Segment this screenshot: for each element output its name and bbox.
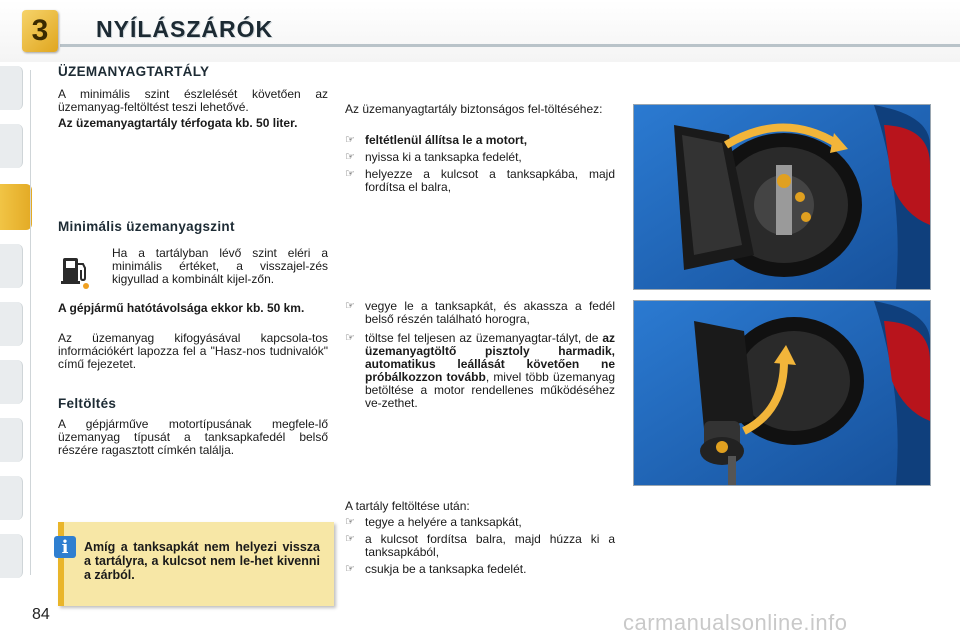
list-item: ☞ helyezze a kulcsot a tanksapkába, majd fordítsa el balra, — [345, 167, 615, 194]
chapter-tab-9[interactable] — [0, 534, 23, 578]
section-title-fuel-tank: ÜZEMANYAGTARTÁLY — [58, 64, 210, 79]
pointing-hand-icon: ☞ — [345, 533, 355, 545]
chapter-tab-8[interactable] — [0, 476, 23, 520]
refuel-paragraph: A gépjárműve motortípusának megfele-lő üzemanyag típusát a tanksapkafedél belső részére ragasztott címkén találja. — [58, 417, 328, 457]
fuel-cap-hook-photo — [633, 300, 931, 486]
left-rule — [30, 70, 31, 575]
chapter-badge: 3 — [22, 10, 58, 52]
refuel-intro: Az üzemanyagtartály biztonságos fel-töltéséhez: — [345, 102, 603, 116]
fuel-tank-paragraph: A minimális szint észlelését követően az üzemanyag-feltöltést teszi lehetővé. — [58, 87, 328, 114]
pointing-hand-icon: ☞ — [345, 516, 355, 528]
list-item: ☞ csukja be a tanksapka fedelét. — [345, 562, 527, 576]
info-icon: i — [54, 536, 76, 558]
list-item: ☞ a kulcsot fordítsa balra, majd húzza ki a tanksapkából, — [345, 532, 615, 559]
fuel-flap-photo-key — [633, 104, 931, 290]
fuel-pump-icon — [60, 252, 90, 290]
watermark: carmanualsonline.info — [623, 610, 848, 635]
list-item: ☞ feltétlenül állítsa le a motort, — [345, 133, 528, 147]
list-item: ☞ töltse fel teljesen az üzemanyagtar-tályt, de az üzemanyagtöltő pisztoly harmadik, automatikus leállását követően ne próbálkozzon tovább, mivel több üzemanyag betöltése a motor rendellenes működéséhez ve-zethet. — [345, 331, 616, 410]
header-rule — [60, 44, 960, 47]
list-item: ☞ nyissa ki a tanksapka fedelét, — [345, 150, 522, 164]
pointing-hand-icon: ☞ — [345, 300, 355, 312]
pointing-hand-icon: ☞ — [345, 168, 355, 180]
page-number: 84 — [32, 606, 50, 623]
info-text: Amíg a tanksapkát nem helyezi vissza a tartályra, a kulcsot nem le-het kivenni a zárból. — [84, 540, 320, 582]
chapter-tab-1[interactable] — [0, 66, 23, 110]
chapter-tab-5[interactable] — [0, 302, 23, 346]
section-title-min-level: Minimális üzemanyagszint — [58, 219, 235, 234]
pointing-hand-icon: ☞ — [345, 563, 355, 575]
list-item: ☞ vegye le a tanksapkát, és akassza a fedél belső részén található horogra, — [345, 299, 615, 326]
pointing-hand-icon: ☞ — [345, 151, 355, 163]
min-level-range: A gépjármű hatótávolsága ekkor kb. 50 km. — [58, 301, 305, 315]
section-title-refuel: Feltöltés — [58, 396, 117, 411]
chapter-title: NYÍLÁSZÁRÓK — [96, 16, 274, 42]
chapter-tab-2[interactable] — [0, 124, 23, 168]
chapter-tab-7[interactable] — [0, 418, 23, 462]
pointing-hand-icon: ☞ — [345, 134, 355, 146]
chapter-tab-3-active[interactable] — [0, 184, 32, 230]
pointing-hand-icon: ☞ — [345, 332, 355, 344]
fuel-tank-capacity: Az üzemanyagtartály térfogata kb. 50 liter. — [58, 116, 298, 130]
min-level-paragraph: Ha a tartályban lévő szint eléri a minimális értéket, a visszajel-zés kigyullad a kombinált kijel-zőn. — [112, 246, 328, 286]
list-item: ☞ tegye a helyére a tanksapkát, — [345, 515, 522, 529]
chapter-tab-4[interactable] — [0, 244, 23, 288]
min-level-reference: Az üzemanyag kifogyásával kapcsola-tos információkért lapozza fel a "Hasz-nos tudnivalók" című fejezetet. — [58, 331, 328, 371]
chapter-tab-6[interactable] — [0, 360, 23, 404]
after-refuel-title: A tartály feltöltése után: — [345, 499, 470, 513]
